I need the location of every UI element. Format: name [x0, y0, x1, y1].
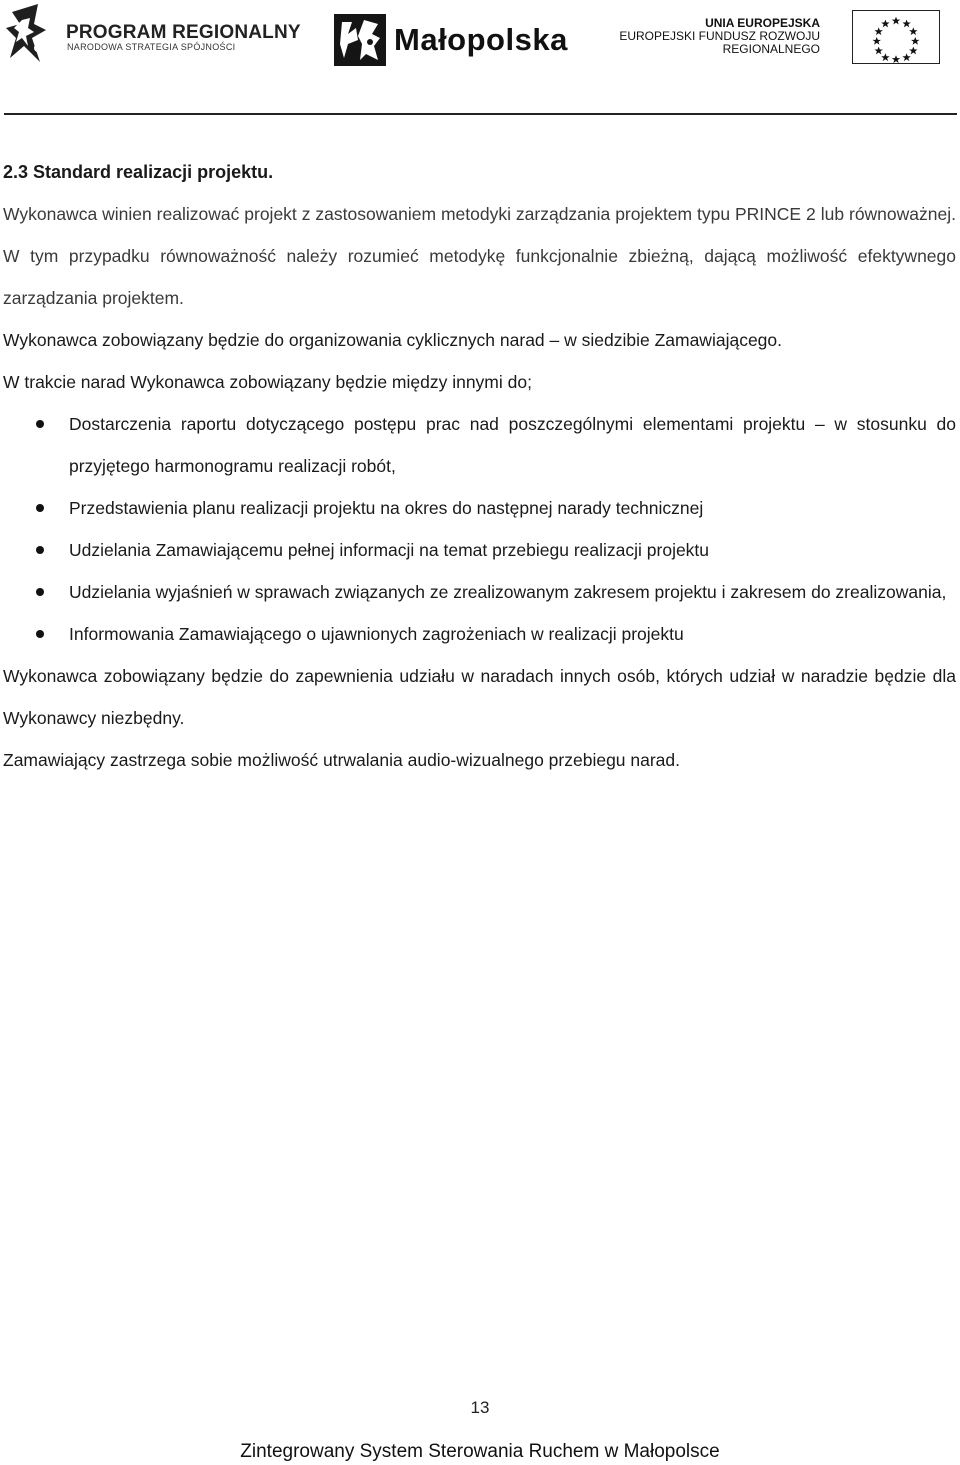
list-item — [3, 613, 956, 655]
malopolska-logo — [334, 14, 584, 70]
list-item-text: Udzielania wyjaśnień w sprawach związanych ze zrealizowanym zakresem projektu i zakresem do zrealizowania, — [69, 582, 947, 602]
malopolska-emblem-icon — [334, 14, 386, 66]
list-item — [3, 487, 956, 529]
list-item-text: Przedstawienia planu realizacji projektu na okres do następnej narady technicznej — [69, 498, 704, 518]
bullet-icon — [36, 588, 44, 596]
page-header — [0, 0, 960, 72]
list-item-text: Udzielania Zamawiającemu pełnej informacji na temat przebiegu realizacji projektu — [69, 540, 710, 560]
paragraph-attendees: Wykonawca zobowiązany będzie do zapewnienia udziału w naradach innych osób, których udział w naradzie będzie dla Wykonawcy niezbędny. — [3, 666, 956, 728]
eu-label-line-2: EUROPEJSKI FUNDUSZ ROZWOJU — [619, 29, 820, 43]
bullet-icon — [36, 546, 44, 554]
paragraph-methodology: Wykonawca winien realizować projekt z zastosowaniem metodyki zarządzania projektem typu PRINCE 2 lub równoważnej. W tym przypadku równoważność należy rozumieć metodykę funkcjonalnie zbieżną, dającą możliwość efektywnego zarządzania projektem. — [3, 204, 956, 308]
program-regionalny-title: PROGRAM REGIONALNY — [66, 22, 301, 43]
list-item — [3, 529, 956, 571]
list-item — [3, 403, 956, 487]
section-heading: 2.3 Standard realizacji projektu. — [3, 162, 274, 182]
eu-flag-icon — [852, 10, 940, 64]
bullet-icon — [36, 630, 44, 638]
list-item — [3, 571, 956, 613]
program-regionalny-logo — [4, 2, 301, 66]
paragraph-recording: Zamawiający zastrzega sobie możliwość utrwalania audio-wizualnego przebiegu narad. — [3, 750, 681, 770]
page-number: 13 — [470, 1398, 490, 1417]
eu-label-line-3: REGIONALNEGO — [722, 42, 820, 56]
document-body — [3, 151, 956, 781]
bullet-icon — [36, 504, 44, 512]
list-item-text: Informowania Zamawiającego o ujawnionych zagrożeniach w realizacji projektu — [69, 624, 684, 644]
program-regionalny-emblem-icon — [4, 2, 54, 66]
list-item-text: Dostarczenia raportu dotyczącego postępu prac nad poszczególnymi elementami projektu – w stosunku do przyjętego harmonogramu realizacji robót, — [69, 414, 956, 476]
duties-list — [3, 403, 956, 655]
page-footer: Zintegrowany System Sterowania Ruchem w Małopolsce — [240, 1441, 720, 1462]
bullet-icon — [36, 420, 44, 428]
paragraph-meetings: Wykonawca zobowiązany będzie do organizowania cyklicznych narad – w siedzibie Zamawiającego. — [3, 330, 782, 350]
eu-label-line-1: UNIA EUROPEJSKA — [705, 16, 820, 30]
header-divider — [4, 113, 957, 115]
program-regionalny-subtitle: NARODOWA STRATEGIA SPÓJNOŚCI — [67, 42, 236, 52]
eu-label — [612, 17, 820, 56]
malopolska-wordmark: Małopolska — [394, 22, 568, 57]
paragraph-meeting-duties: W trakcie narad Wykonawca zobowiązany będzie między innymi do; — [3, 372, 532, 392]
